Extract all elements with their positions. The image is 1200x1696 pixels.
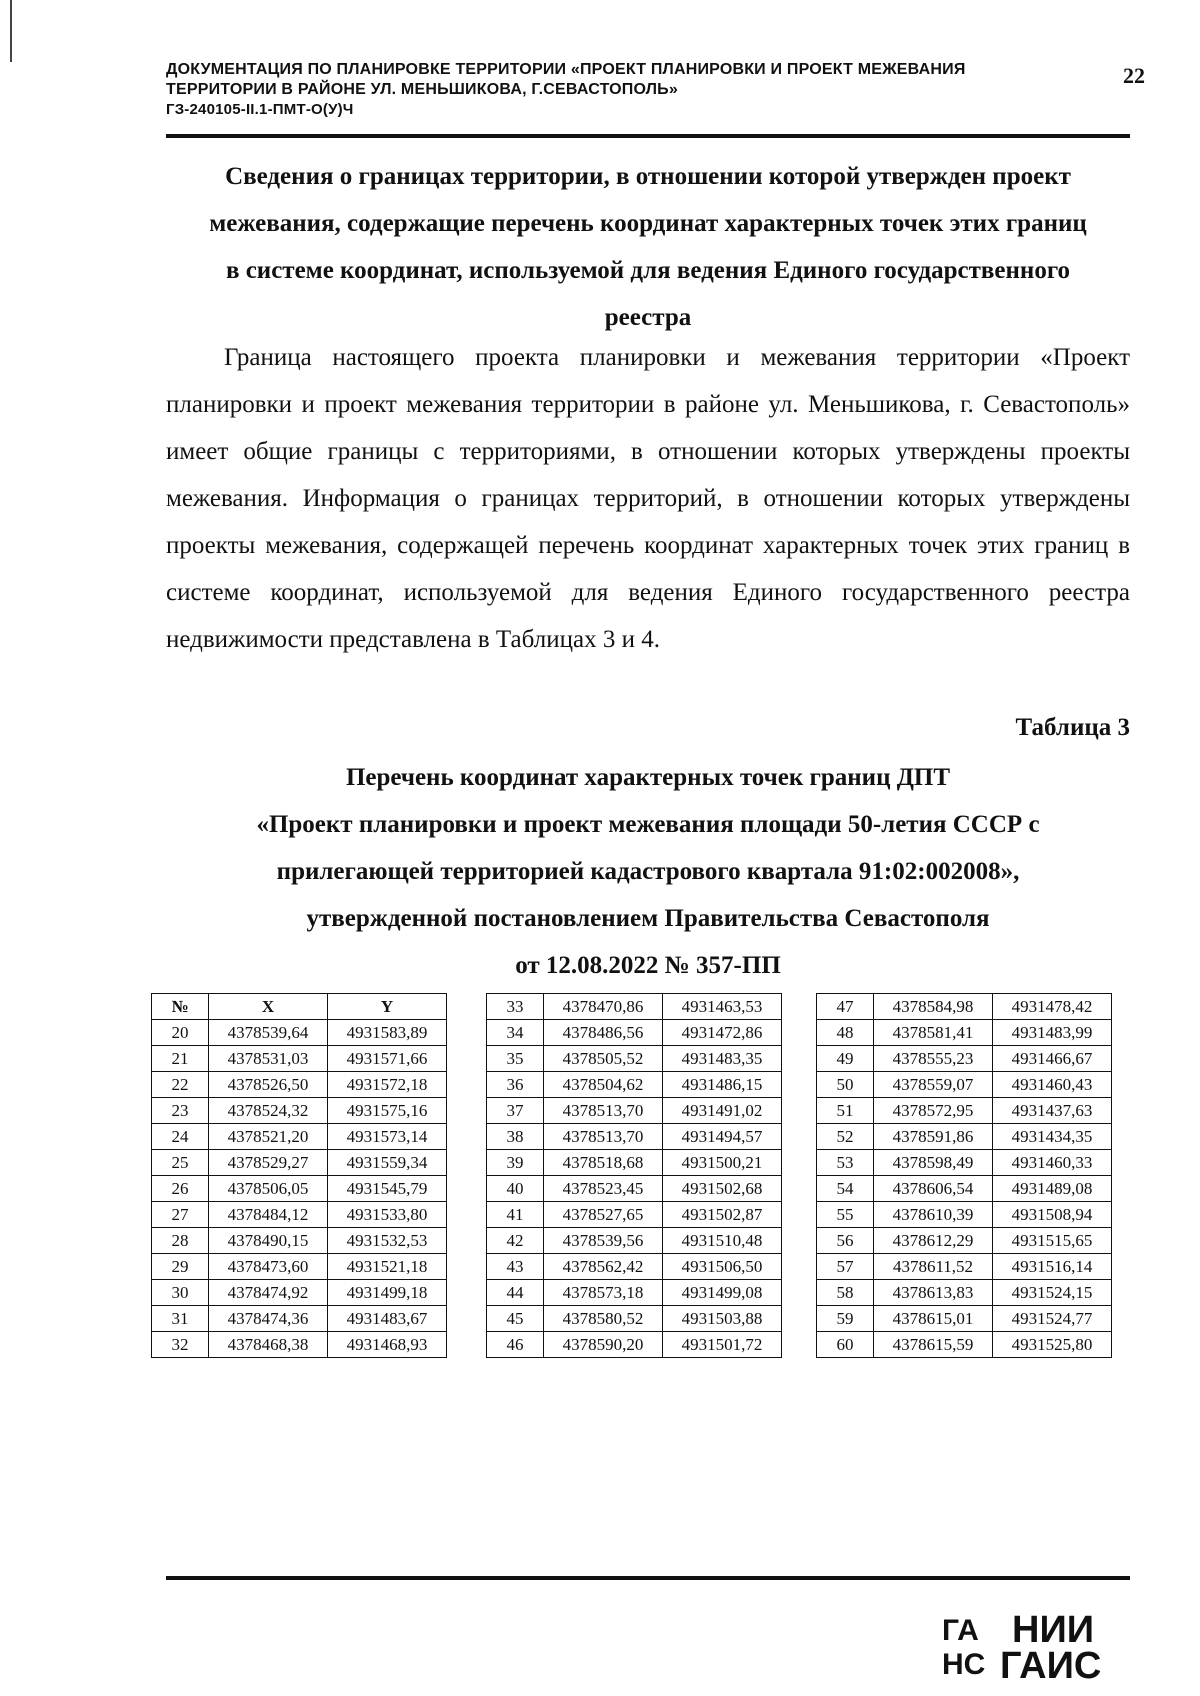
coordinates-table-block-2 (486, 993, 782, 1358)
coord-x-cell: 4378504,62 (544, 1072, 663, 1098)
table-row (487, 1176, 782, 1202)
coord-x-cell: 4378573,18 (544, 1280, 663, 1306)
point-number-cell: 60 (817, 1332, 874, 1358)
point-number-cell: 31 (152, 1306, 209, 1332)
coord-y-cell: 4931501,72 (663, 1332, 782, 1358)
table-row (152, 1150, 447, 1176)
coord-x-cell: 4378584,98 (874, 994, 993, 1020)
header-divider (166, 134, 1130, 138)
table-title-line: Перечень координат характерных точек границ ДПТ (345, 764, 951, 791)
point-number-cell: 41 (487, 1202, 544, 1228)
coord-x-cell: 4378470,86 (544, 994, 663, 1020)
point-number-cell: 42 (487, 1228, 544, 1254)
point-number-cell: 58 (817, 1280, 874, 1306)
coord-y-cell: 4931483,99 (993, 1020, 1112, 1046)
table-row (817, 1150, 1112, 1176)
table-row (152, 1332, 447, 1358)
point-number-cell: 23 (152, 1098, 209, 1124)
coord-x-cell: 4378590,20 (544, 1332, 663, 1358)
coord-x-cell: 4378468,38 (209, 1332, 328, 1358)
coord-x-cell: 4378539,64 (209, 1020, 328, 1046)
coord-x-cell: 4378523,45 (544, 1176, 663, 1202)
coord-y-cell: 4931472,86 (663, 1020, 782, 1046)
table-row (152, 1228, 447, 1254)
table-row (152, 1020, 447, 1046)
logo-text-line-1: НИИ (1012, 1609, 1095, 1651)
coord-y-cell: 4931503,88 (663, 1306, 782, 1332)
coord-y-cell: 4931499,18 (328, 1280, 447, 1306)
coord-x-cell: 4378555,23 (874, 1046, 993, 1072)
coord-x-cell: 4378486,56 (544, 1020, 663, 1046)
coordinates-table-block-1 (151, 993, 447, 1358)
logo-text-line-2: ГАИС (1000, 1645, 1102, 1682)
point-number-cell: 37 (487, 1098, 544, 1124)
section-title-line: межевания, содержащие перечень координат характерных точек этих границ (209, 210, 1087, 237)
point-number-cell: 56 (817, 1228, 874, 1254)
point-number-cell: 55 (817, 1202, 874, 1228)
point-number-cell: 46 (487, 1332, 544, 1358)
coord-y-cell: 4931460,33 (993, 1150, 1112, 1176)
coord-y-cell: 4931532,53 (328, 1228, 447, 1254)
point-number-cell: 52 (817, 1124, 874, 1150)
table-row (152, 1280, 447, 1306)
coord-x-cell: 4378572,95 (874, 1098, 993, 1124)
coord-y-cell: 4931521,18 (328, 1254, 447, 1280)
coord-y-cell: 4931510,48 (663, 1228, 782, 1254)
point-number-cell: 24 (152, 1124, 209, 1150)
coord-x-cell: 4378581,41 (874, 1020, 993, 1046)
table-row (817, 1020, 1112, 1046)
table-row (817, 1254, 1112, 1280)
point-number-cell: 33 (487, 994, 544, 1020)
table-row (487, 1254, 782, 1280)
coord-x-cell: 4378615,01 (874, 1306, 993, 1332)
table-row (152, 1176, 447, 1202)
table-row (152, 1046, 447, 1072)
table-row (487, 1150, 782, 1176)
coord-x-cell: 4378513,70 (544, 1098, 663, 1124)
coord-y-cell: 4931571,66 (328, 1046, 447, 1072)
coord-x-cell: 4378610,39 (874, 1202, 993, 1228)
point-number-cell: 38 (487, 1124, 544, 1150)
table-row (487, 1124, 782, 1150)
point-number-cell: 22 (152, 1072, 209, 1098)
coord-y-cell: 4931437,63 (993, 1098, 1112, 1124)
coord-y-cell: 4931468,93 (328, 1332, 447, 1358)
table-row (487, 1072, 782, 1098)
section-title-line: в системе координат, используемой для ведения Единого государственного (225, 257, 1071, 284)
point-number-cell: 44 (487, 1280, 544, 1306)
coord-x-cell: 4378474,36 (209, 1306, 328, 1332)
coord-x-cell: 4378562,42 (544, 1254, 663, 1280)
coord-x-cell: 4378505,52 (544, 1046, 663, 1072)
table-title-line: прилегающей территорией кадастрового квартала 91:02:002008», (276, 858, 1020, 885)
coord-y-cell: 4931533,80 (328, 1202, 447, 1228)
point-number-cell: 45 (487, 1306, 544, 1332)
coord-y-cell: 4931466,67 (993, 1046, 1112, 1072)
coord-x-cell: 4378521,20 (209, 1124, 328, 1150)
point-number-cell: 34 (487, 1020, 544, 1046)
point-number-cell: 43 (487, 1254, 544, 1280)
table-row (487, 994, 782, 1020)
coord-x-cell: 4378539,56 (544, 1228, 663, 1254)
scan-margin-mark (10, 0, 12, 62)
coord-y-cell: 4931491,02 (663, 1098, 782, 1124)
table-row (152, 1124, 447, 1150)
point-number-cell: 47 (817, 994, 874, 1020)
point-number-cell: 49 (817, 1046, 874, 1072)
column-header-number: № (152, 994, 209, 1020)
coord-x-cell: 4378531,03 (209, 1046, 328, 1072)
point-number-cell: 26 (152, 1176, 209, 1202)
point-number-cell: 21 (152, 1046, 209, 1072)
coord-y-cell: 4931575,16 (328, 1098, 447, 1124)
coord-x-cell: 4378580,52 (544, 1306, 663, 1332)
table-row (817, 994, 1112, 1020)
point-number-cell: 25 (152, 1150, 209, 1176)
table-title-line: от 12.08.2022 № 357-ПП (515, 952, 781, 979)
coord-y-cell: 4931500,21 (663, 1150, 782, 1176)
body-paragraph-text: Граница настоящего проекта планировки и межевания территории «Проект планировки и проект межевания территории в районе ул. Меньшикова, г. Севастополь» имеет общие границы с территориями, в отношении которых утверждены проекты межевания. Информация о границах территорий, в отношении которых утверждены проекты межевания, содержащей перечень координат характерных точек этих границ в системе координат, используемой для ведения Единого государственного реестра недвижимости представлена в Таблицах 3 и 4. (166, 344, 1130, 653)
table-row (817, 1306, 1112, 1332)
point-number-cell: 35 (487, 1046, 544, 1072)
coord-y-cell: 4931499,08 (663, 1280, 782, 1306)
table-title (166, 754, 1130, 989)
point-number-cell: 57 (817, 1254, 874, 1280)
coordinates-table-block-3 (816, 993, 1112, 1358)
coord-x-cell: 4378474,92 (209, 1280, 328, 1306)
table-row (487, 1228, 782, 1254)
header-line-1: ДОКУМЕНТАЦИЯ ПО ПЛАНИРОВКЕ ТЕРРИТОРИИ «ПРОЕКТ ПЛАНИРОВКИ И ПРОЕКТ МЕЖЕВАНИЯ (166, 61, 966, 78)
point-number-cell: 59 (817, 1306, 874, 1332)
section-title-line: реестра (604, 304, 692, 331)
table-row (817, 1228, 1112, 1254)
coord-x-cell: 4378591,86 (874, 1124, 993, 1150)
coord-y-cell: 4931524,15 (993, 1280, 1112, 1306)
table-title-line: утвержденной постановлением Правительства Севастополя (306, 905, 990, 932)
coord-x-cell: 4378606,54 (874, 1176, 993, 1202)
column-header-x: X (209, 994, 328, 1020)
coord-y-cell: 4931515,65 (993, 1228, 1112, 1254)
coord-x-cell: 4378529,27 (209, 1150, 328, 1176)
table-title-line: «Проект планировки и проект межевания площади 50-летия СССР с (256, 811, 1040, 838)
coord-y-cell: 4931434,35 (993, 1124, 1112, 1150)
coord-y-cell: 4931460,43 (993, 1072, 1112, 1098)
point-number-cell: 48 (817, 1020, 874, 1046)
coord-y-cell: 4931545,79 (328, 1176, 447, 1202)
coord-x-cell: 4378513,70 (544, 1124, 663, 1150)
coord-x-cell: 4378524,32 (209, 1098, 328, 1124)
table-row (152, 1254, 447, 1280)
coord-y-cell: 4931508,94 (993, 1202, 1112, 1228)
logo-mark-bottom: НС (942, 1648, 986, 1681)
coord-x-cell: 4378518,68 (544, 1150, 663, 1176)
coord-x-cell: 4378615,59 (874, 1332, 993, 1358)
table-row (817, 1124, 1112, 1150)
coord-y-cell: 4931573,14 (328, 1124, 447, 1150)
point-number-cell: 20 (152, 1020, 209, 1046)
coord-x-cell: 4378490,15 (209, 1228, 328, 1254)
table-row (817, 1072, 1112, 1098)
page-number: 22 (1123, 63, 1145, 88)
coord-y-cell: 4931463,53 (663, 994, 782, 1020)
coord-y-cell: 4931489,08 (993, 1176, 1112, 1202)
table-row (817, 1046, 1112, 1072)
table-row (152, 1306, 447, 1332)
coord-y-cell: 4931572,18 (328, 1072, 447, 1098)
coord-x-cell: 4378598,49 (874, 1150, 993, 1176)
coord-x-cell: 4378506,05 (209, 1176, 328, 1202)
table-row (487, 1280, 782, 1306)
table-row (817, 1280, 1112, 1306)
coord-y-cell: 4931483,67 (328, 1306, 447, 1332)
body-paragraph (166, 334, 1130, 663)
coord-x-cell: 4378613,83 (874, 1280, 993, 1306)
table-row (487, 1332, 782, 1358)
point-number-cell: 51 (817, 1098, 874, 1124)
header-line-2: ТЕРРИТОРИИ В РАЙОНЕ УЛ. МЕНЬШИКОВА, Г.СЕВАСТОПОЛЬ» (166, 81, 678, 98)
table-row (817, 1176, 1112, 1202)
point-number-cell: 29 (152, 1254, 209, 1280)
table-row (487, 1046, 782, 1072)
point-number-cell: 30 (152, 1280, 209, 1306)
coord-y-cell: 4931516,14 (993, 1254, 1112, 1280)
coord-x-cell: 4378559,07 (874, 1072, 993, 1098)
coord-x-cell: 4378526,50 (209, 1072, 328, 1098)
point-number-cell: 28 (152, 1228, 209, 1254)
point-number-cell: 39 (487, 1150, 544, 1176)
coord-x-cell: 4378611,52 (874, 1254, 993, 1280)
coord-y-cell: 4931559,34 (328, 1150, 447, 1176)
table-row (817, 1332, 1112, 1358)
table-row (817, 1202, 1112, 1228)
document-code: ГЗ-240105-II.1-ПМТ-О(У)Ч (166, 101, 354, 118)
footer-divider (166, 1576, 1130, 1580)
point-number-cell: 32 (152, 1332, 209, 1358)
point-number-cell: 36 (487, 1072, 544, 1098)
column-header-y: Y (328, 994, 447, 1020)
coord-x-cell: 4378473,60 (209, 1254, 328, 1280)
table-row (152, 1202, 447, 1228)
coord-y-cell: 4931506,50 (663, 1254, 782, 1280)
coord-x-cell: 4378612,29 (874, 1228, 993, 1254)
point-number-cell: 27 (152, 1202, 209, 1228)
coord-y-cell: 4931478,42 (993, 994, 1112, 1020)
document-header (166, 60, 1066, 120)
table-row (152, 1098, 447, 1124)
coord-y-cell: 4931525,80 (993, 1332, 1112, 1358)
table-row (817, 1098, 1112, 1124)
coord-y-cell: 4931524,77 (993, 1306, 1112, 1332)
table-row (487, 1202, 782, 1228)
section-title (166, 153, 1130, 341)
niigais-logo (940, 1608, 1120, 1682)
point-number-cell: 53 (817, 1150, 874, 1176)
coord-y-cell: 4931483,35 (663, 1046, 782, 1072)
table-header-row (152, 994, 447, 1020)
coord-x-cell: 4378484,12 (209, 1202, 328, 1228)
table-row (152, 1072, 447, 1098)
coord-y-cell: 4931583,89 (328, 1020, 447, 1046)
coord-x-cell: 4378527,65 (544, 1202, 663, 1228)
coord-y-cell: 4931494,57 (663, 1124, 782, 1150)
coord-y-cell: 4931502,87 (663, 1202, 782, 1228)
point-number-cell: 40 (487, 1176, 544, 1202)
table-row (487, 1020, 782, 1046)
section-title-line: Сведения о границах территории, в отношении которой утвержден проект (225, 163, 1071, 190)
table-row (487, 1098, 782, 1124)
coord-y-cell: 4931502,68 (663, 1176, 782, 1202)
coord-y-cell: 4931486,15 (663, 1072, 782, 1098)
table-row (487, 1306, 782, 1332)
logo-mark-top: ГА (942, 1614, 979, 1647)
table-label: Таблица 3 (1015, 714, 1130, 741)
point-number-cell: 54 (817, 1176, 874, 1202)
point-number-cell: 50 (817, 1072, 874, 1098)
